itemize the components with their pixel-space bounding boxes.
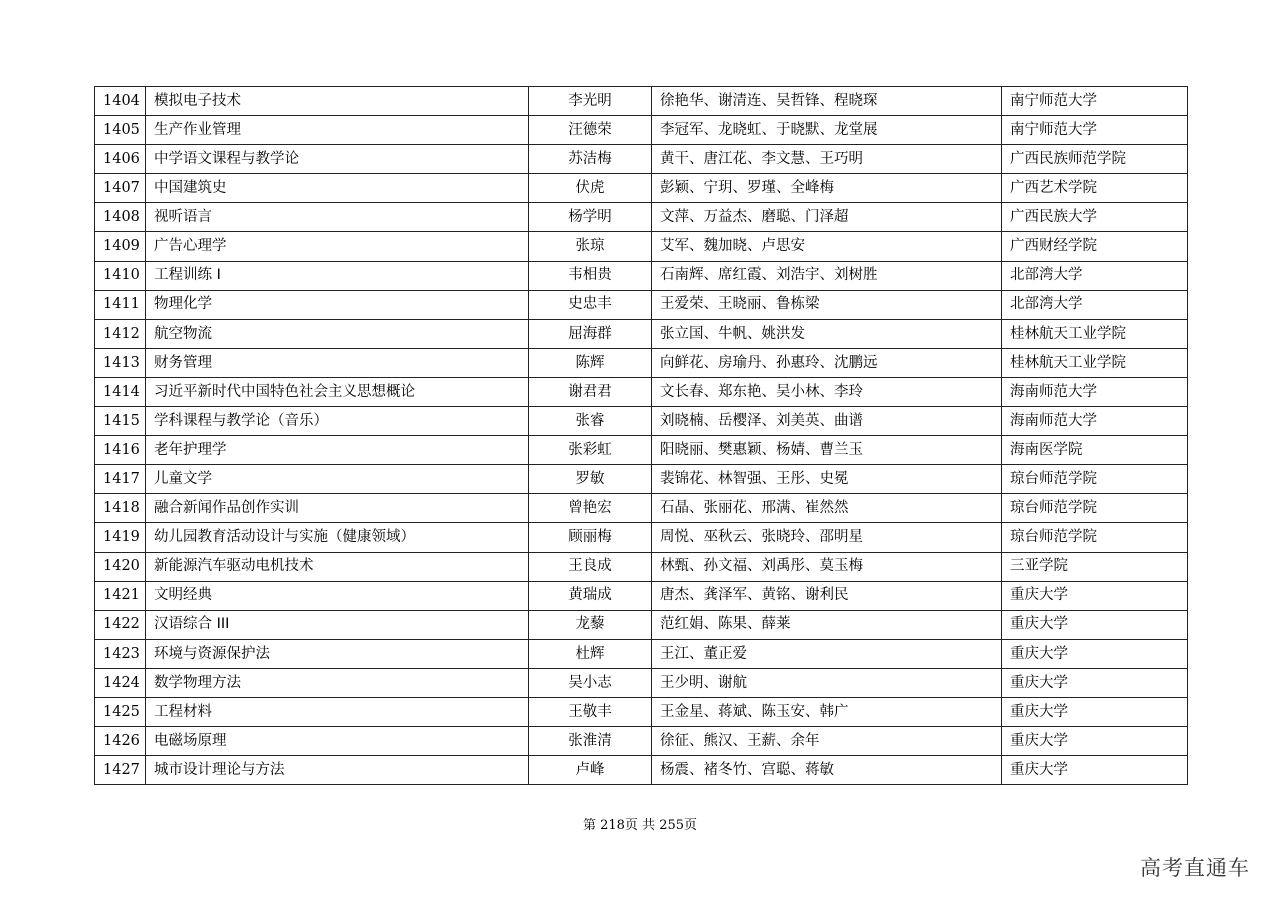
cell-school: 重庆大学 (1002, 697, 1188, 726)
cell-course-lead: 史忠丰 (529, 290, 652, 319)
cell-team-members: 杨震、褚冬竹、宫聪、蒋敏 (652, 756, 1002, 785)
cell-number: 1424 (95, 668, 146, 697)
cell-school: 重庆大学 (1002, 581, 1188, 610)
cell-school: 广西民族师范学院 (1002, 145, 1188, 174)
cell-team-members: 范红娟、陈果、薛莱 (652, 610, 1002, 639)
cell-team-members: 徐艳华、谢清连、吴哲锋、程晓琛 (652, 87, 1002, 116)
table-row (95, 116, 1188, 145)
table-row (95, 436, 1188, 465)
cell-school: 重庆大学 (1002, 727, 1188, 756)
cell-team-members: 李冠军、龙晓虹、于晓默、龙堂展 (652, 116, 1002, 145)
cell-number: 1423 (95, 639, 146, 668)
cell-course-name: 幼儿园教育活动设计与实施（健康领域） (146, 523, 529, 552)
cell-team-members: 石晶、张丽花、邢满、崔然然 (652, 494, 1002, 523)
cell-school: 广西艺术学院 (1002, 174, 1188, 203)
cell-team-members: 彭颖、宁玥、罗瑾、全峰梅 (652, 174, 1002, 203)
table-row (95, 727, 1188, 756)
cell-course-name: 视听语言 (146, 203, 529, 232)
table-row (95, 407, 1188, 436)
cell-team-members: 裴锦花、林智强、王彤、史冕 (652, 465, 1002, 494)
cell-course-name: 工程训练 I (146, 261, 529, 290)
cell-number: 1420 (95, 552, 146, 581)
cell-team-members: 王金星、蒋斌、陈玉安、韩广 (652, 697, 1002, 726)
cell-number: 1422 (95, 610, 146, 639)
table-row (95, 523, 1188, 552)
cell-number: 1405 (95, 116, 146, 145)
cell-course-lead: 卢峰 (529, 756, 652, 785)
cell-school: 北部湾大学 (1002, 290, 1188, 319)
cell-school: 桂林航天工业学院 (1002, 319, 1188, 348)
cell-course-lead: 李光明 (529, 87, 652, 116)
cell-course-name: 环境与资源保护法 (146, 639, 529, 668)
table-row (95, 494, 1188, 523)
cell-course-name: 物理化学 (146, 290, 529, 319)
cell-school: 重庆大学 (1002, 668, 1188, 697)
cell-course-lead: 苏洁梅 (529, 145, 652, 174)
cell-school: 南宁师范大学 (1002, 116, 1188, 145)
cell-course-lead: 屈海群 (529, 319, 652, 348)
cell-school: 琼台师范学院 (1002, 465, 1188, 494)
cell-school: 琼台师范学院 (1002, 523, 1188, 552)
cell-course-lead: 王敬丰 (529, 697, 652, 726)
table-row (95, 639, 1188, 668)
table-row (95, 203, 1188, 232)
cell-school: 重庆大学 (1002, 756, 1188, 785)
table-row (95, 87, 1188, 116)
cell-course-name: 广告心理学 (146, 232, 529, 261)
table-row (95, 465, 1188, 494)
cell-course-lead: 杜辉 (529, 639, 652, 668)
cell-course-lead: 黄瑞成 (529, 581, 652, 610)
cell-team-members: 文萍、万益杰、磨聪、门泽超 (652, 203, 1002, 232)
cell-team-members: 艾军、魏加晓、卢思安 (652, 232, 1002, 261)
cell-school: 三亚学院 (1002, 552, 1188, 581)
cell-number: 1404 (95, 87, 146, 116)
cell-course-lead: 龙藜 (529, 610, 652, 639)
cell-school: 桂林航天工业学院 (1002, 348, 1188, 377)
cell-course-lead: 吴小志 (529, 668, 652, 697)
cell-course-name: 航空物流 (146, 319, 529, 348)
watermark-logo: 高考直通车 (1140, 856, 1250, 880)
cell-course-name: 工程材料 (146, 697, 529, 726)
cell-course-name: 中国建筑史 (146, 174, 529, 203)
cell-number: 1415 (95, 407, 146, 436)
cell-number: 1409 (95, 232, 146, 261)
cell-course-lead: 张睿 (529, 407, 652, 436)
cell-team-members: 张立国、牛帆、姚洪发 (652, 319, 1002, 348)
cell-number: 1408 (95, 203, 146, 232)
cell-school: 重庆大学 (1002, 639, 1188, 668)
cell-course-lead: 伏虎 (529, 174, 652, 203)
cell-course-lead: 张彩虹 (529, 436, 652, 465)
table-row (95, 348, 1188, 377)
cell-number: 1414 (95, 377, 146, 406)
table-row (95, 697, 1188, 726)
table-row (95, 232, 1188, 261)
cell-team-members: 刘晓楠、岳樱泽、刘美英、曲谱 (652, 407, 1002, 436)
table-row (95, 552, 1188, 581)
cell-course-lead: 谢君君 (529, 377, 652, 406)
cell-number: 1425 (95, 697, 146, 726)
cell-course-name: 老年护理学 (146, 436, 529, 465)
cell-course-name: 电磁场原理 (146, 727, 529, 756)
cell-school: 南宁师范大学 (1002, 87, 1188, 116)
cell-course-lead: 韦相贵 (529, 261, 652, 290)
cell-number: 1406 (95, 145, 146, 174)
cell-course-name: 习近平新时代中国特色社会主义思想概论 (146, 377, 529, 406)
table-row (95, 668, 1188, 697)
cell-number: 1407 (95, 174, 146, 203)
cell-course-lead: 杨学明 (529, 203, 652, 232)
cell-school: 北部湾大学 (1002, 261, 1188, 290)
cell-number: 1416 (95, 436, 146, 465)
cell-number: 1419 (95, 523, 146, 552)
cell-course-name: 模拟电子技术 (146, 87, 529, 116)
table-row (95, 756, 1188, 785)
cell-school: 海南师范大学 (1002, 377, 1188, 406)
cell-team-members: 向鲜花、房瑜丹、孙惠玲、沈鹏远 (652, 348, 1002, 377)
cell-team-members: 徐征、熊汉、王薪、余年 (652, 727, 1002, 756)
cell-school: 广西财经学院 (1002, 232, 1188, 261)
cell-course-lead: 王良成 (529, 552, 652, 581)
cell-team-members: 黄干、唐江花、李文慧、王巧明 (652, 145, 1002, 174)
cell-number: 1412 (95, 319, 146, 348)
cell-team-members: 石南辉、席红霞、刘浩宇、刘树胜 (652, 261, 1002, 290)
course-table (94, 86, 1188, 785)
cell-course-lead: 罗敏 (529, 465, 652, 494)
cell-course-lead: 张淮清 (529, 727, 652, 756)
table-row (95, 174, 1188, 203)
cell-team-members: 王少明、谢航 (652, 668, 1002, 697)
table-row (95, 261, 1188, 290)
cell-number: 1411 (95, 290, 146, 319)
cell-number: 1426 (95, 727, 146, 756)
table-row (95, 290, 1188, 319)
table-row (95, 319, 1188, 348)
table-row (95, 581, 1188, 610)
cell-number: 1418 (95, 494, 146, 523)
cell-school: 重庆大学 (1002, 610, 1188, 639)
table-body (95, 87, 1188, 785)
cell-course-name: 新能源汽车驱动电机技术 (146, 552, 529, 581)
cell-course-name: 汉语综合 III (146, 610, 529, 639)
cell-course-lead: 陈辉 (529, 348, 652, 377)
cell-course-name: 儿童文学 (146, 465, 529, 494)
cell-number: 1427 (95, 756, 146, 785)
cell-course-lead: 曾艳宏 (529, 494, 652, 523)
cell-course-name: 城市设计理论与方法 (146, 756, 529, 785)
page-number: 第 218页 共 255页 (582, 818, 698, 833)
cell-course-lead: 张琼 (529, 232, 652, 261)
cell-course-name: 文明经典 (146, 581, 529, 610)
cell-team-members: 林甄、孙文福、刘禹彤、莫玉梅 (652, 552, 1002, 581)
cell-number: 1421 (95, 581, 146, 610)
cell-school: 琼台师范学院 (1002, 494, 1188, 523)
cell-number: 1413 (95, 348, 146, 377)
cell-school: 广西民族大学 (1002, 203, 1188, 232)
cell-course-lead: 汪德荣 (529, 116, 652, 145)
table-row (95, 145, 1188, 174)
cell-team-members: 文长春、郑东艳、吴小林、李玲 (652, 377, 1002, 406)
table-row (95, 377, 1188, 406)
cell-number: 1417 (95, 465, 146, 494)
cell-team-members: 周悦、巫秋云、张晓玲、邵明星 (652, 523, 1002, 552)
cell-course-name: 财务管理 (146, 348, 529, 377)
cell-course-name: 数学物理方法 (146, 668, 529, 697)
cell-school: 海南师范大学 (1002, 407, 1188, 436)
table-row (95, 610, 1188, 639)
cell-course-lead: 顾丽梅 (529, 523, 652, 552)
cell-school: 海南医学院 (1002, 436, 1188, 465)
cell-number: 1410 (95, 261, 146, 290)
cell-course-name: 融合新闻作品创作实训 (146, 494, 529, 523)
cell-team-members: 唐杰、龚泽军、黄铭、谢利民 (652, 581, 1002, 610)
cell-course-name: 中学语文课程与教学论 (146, 145, 529, 174)
cell-course-name: 生产作业管理 (146, 116, 529, 145)
cell-team-members: 阳晓丽、樊惠颖、杨婧、曹兰玉 (652, 436, 1002, 465)
cell-team-members: 王江、董正爱 (652, 639, 1002, 668)
cell-team-members: 王爱荣、王晓丽、鲁栋梁 (652, 290, 1002, 319)
cell-course-name: 学科课程与教学论（音乐） (146, 407, 529, 436)
